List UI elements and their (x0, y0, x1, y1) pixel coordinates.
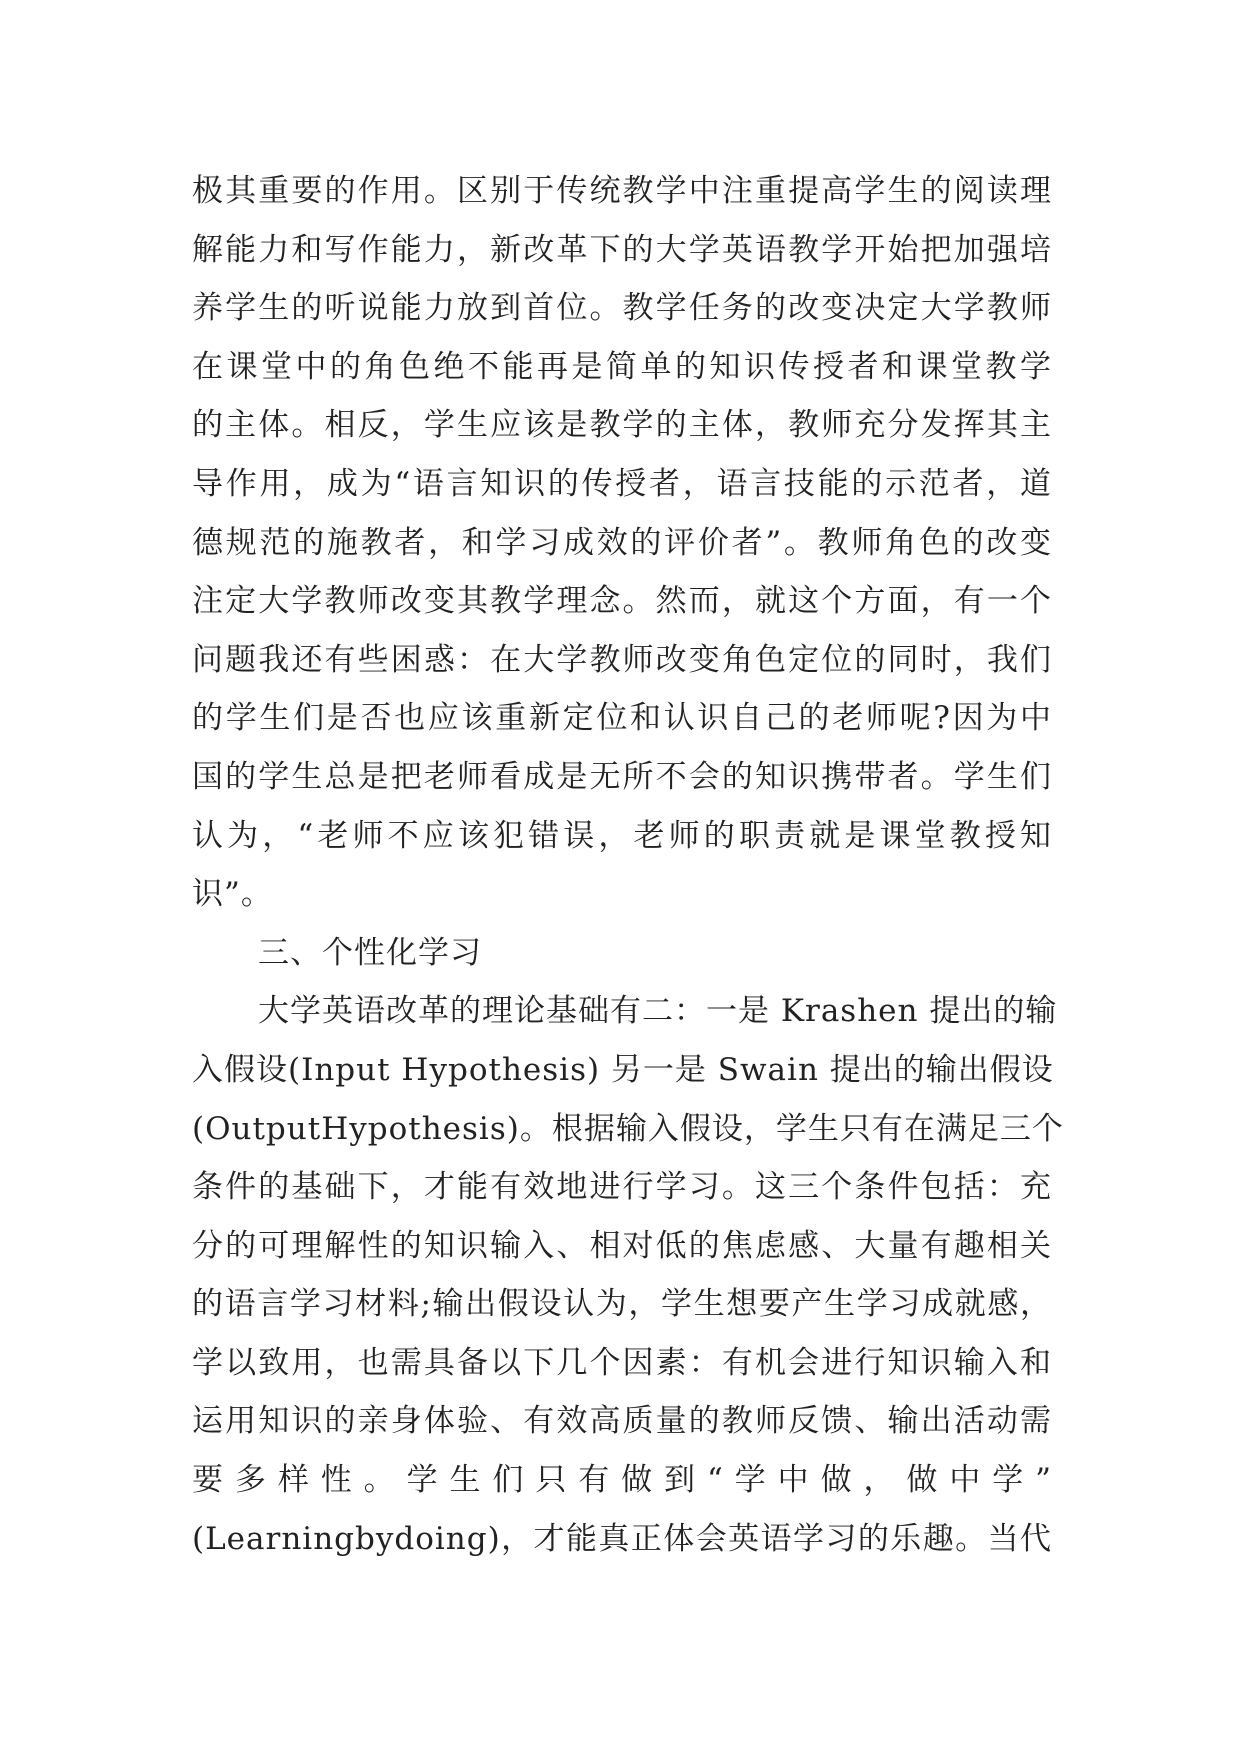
text-line: 学以致用，也需具备以下几个因素：有机会进行知识输入和 (192, 1344, 1052, 1381)
text-line: 的主体。相反，学生应该是教学的主体，教师充分发挥其主 (192, 407, 1052, 444)
text-line: (OutputHypothesis)。根据输入假设，学生只有在满足三个 (192, 1110, 1064, 1147)
text-line: 认为，“老师不应该犯错误，老师的职责就是课堂教授知 (192, 817, 1052, 854)
text-line: (Learningbydoing)，才能真正体会英语学习的乐趣。当代 (192, 1520, 1052, 1557)
text-line: 国的学生总是把老师看成是无所不会的知识携带者。学生们 (192, 758, 1052, 795)
text-line: 极其重要的作用。区别于传统教学中注重提高学生的阅读理 (192, 173, 1052, 209)
text-line: 分的可理解性的知识输入、相对低的焦虑感、大量有趣相关 (192, 1227, 1052, 1264)
text-line: 的学生们是否也应该重新定位和认识自己的老师呢?因为中 (192, 700, 1052, 737)
text-line: 大学英语改革的理论基础有二：一是 Krashen 提出的输 (258, 993, 1058, 1030)
text-line: 入假设(Input Hypothesis) 另一是 Swain 提出的输出假设 (192, 1051, 1054, 1088)
body-text (192, 162, 1064, 1568)
text-line: 养学生的听说能力放到首位。教学任务的改变决定大学教师 (192, 290, 1052, 327)
text-line: 条件的基础下，才能有效地进行学习。这三个条件包括：充 (192, 1169, 1052, 1206)
text-line: 德规范的施教者，和学习成效的评价者”。教师角色的改变 (192, 524, 1052, 561)
text-line: 问题我还有些困惑：在大学教师改变角色定位的同时，我们 (192, 641, 1052, 678)
text-line: 要多样性。学生们只有做到“学中做，做中学” (192, 1462, 1052, 1499)
text-line: 导作用，成为“语言知识的传授者，语言技能的示范者，道 (192, 465, 1052, 502)
text-line: 运用知识的亲身体验、有效高质量的教师反馈、输出活动需 (192, 1403, 1052, 1440)
section-heading: 三、个性化学习 (258, 934, 482, 971)
text-line: 解能力和写作能力，新改革下的大学英语教学开始把加强培 (192, 231, 1052, 268)
text-line: 注定大学教师改变其教学理念。然而，就这个方面，有一个 (192, 583, 1052, 620)
text-line: 的语言学习材料;输出假设认为，学生想要产生学习成就感， (192, 1286, 1052, 1323)
text-line: 在课堂中的角色绝不能再是简单的知识传授者和课堂教学 (192, 348, 1052, 385)
text-line: 识”。 (192, 876, 273, 913)
